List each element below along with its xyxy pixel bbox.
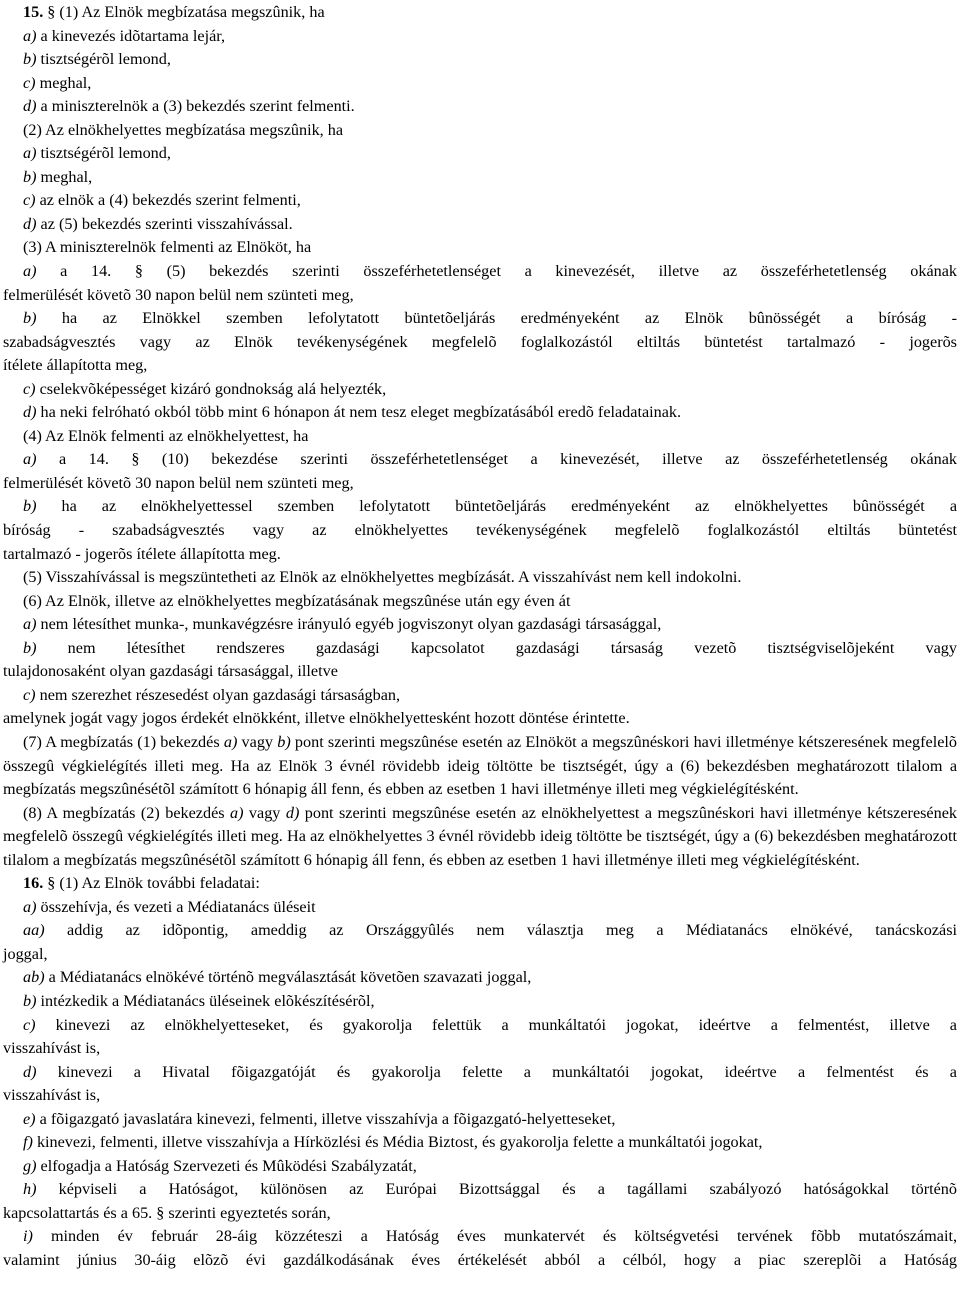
line-text: ha az Elnökkel szemben lefolytatott büntetõeljárás eredményeként az Elnök bûnösségét a bíróság - — [36, 309, 957, 328]
text-line — [3, 378, 957, 402]
point-label: c) — [23, 379, 36, 398]
text-line — [3, 307, 957, 331]
text-line — [3, 543, 957, 567]
line-text: kapcsolattartás és a 65. § szerinti egyeztetés során, — [3, 1203, 331, 1222]
text-line — [3, 189, 957, 213]
text-line — [3, 1249, 957, 1273]
line-text: (8) A megbízatás (2) bekezdés a) vagy d) pont szerinti megszûnése esetén az elnökhelyettest a megszûnéskori havi illetménye kétszeresének megfelelõ összegû végkielégítés illeti meg. Ha az elnökhelyettes 3 évnél rövidebb ideig töltötte be tisztségét, úgy a (6) bekezdésben meghatározott tilalom a megbízatás megszûnésétõl számított 6 hónapig áll fenn, és ebben az esetben 1 havi illetménye illeti meg végkielégítésként. — [3, 803, 957, 869]
text-line — [3, 1061, 957, 1085]
text-line — [3, 1225, 957, 1249]
point-label: b) — [23, 50, 37, 69]
point-label: b) — [23, 167, 37, 186]
line-text: amelynek jogát vagy jogos érdekét elnökként, illetve elnökhelyettesként hozott döntése érintette. — [3, 709, 630, 728]
text-line — [3, 213, 957, 237]
line-text: nem létesíthet munka-, munkavégzésre irányuló egyéb jogviszonyt olyan gazdasági társasággal, — [36, 615, 662, 634]
text-line — [3, 1037, 957, 1061]
line-text: addig az idõpontig, ameddig az Országgyûlés nem választja meg a Médiatanács elnökévé, tanácskozási — [44, 921, 957, 940]
text-line — [3, 1155, 957, 1179]
text-line — [3, 1, 957, 25]
line-text: a 14. § (5) bekezdés szerinti összeférhetetlenséget a kinevezését, illetve az összeférhetetlenség okának — [36, 262, 957, 281]
point-label: aa) — [23, 921, 45, 940]
text-line — [3, 236, 957, 260]
text-line — [3, 1084, 957, 1108]
point-label: d) — [23, 214, 37, 233]
text-line — [3, 95, 957, 119]
point-label: c) — [23, 685, 36, 704]
text-line — [3, 260, 957, 284]
text-line — [3, 919, 957, 943]
text-line — [3, 684, 957, 708]
text-line — [3, 1108, 957, 1132]
text-line — [3, 872, 957, 896]
text-line — [3, 48, 957, 72]
text-line — [3, 72, 957, 96]
line-text: a 14. § (10) bekezdése szerinti összeférhetetlenséget a kinevezését, illetve az összeférhetetlenség okának — [36, 450, 957, 469]
text-line — [3, 166, 957, 190]
text-line — [3, 613, 957, 637]
line-text: tulajdonosaként olyan gazdasági társasággal, illetve — [3, 662, 338, 681]
line-text: a kinevezés idõtartama lejár, — [36, 26, 226, 45]
point-label: a) — [23, 144, 37, 163]
line-text: felmerülését követõ 30 napon belül nem szünteti meg, — [3, 285, 354, 304]
point-label: d) — [23, 97, 37, 116]
point-label: ab) — [23, 968, 45, 987]
line-text: ha az elnökhelyettessel szemben lefolytatott büntetõeljárás eredményeként az elnökhelyettes bûnösségét a — [36, 497, 957, 516]
line-text: visszahívást is, — [3, 1039, 101, 1058]
line-text: tisztségérõl lemond, — [36, 144, 171, 163]
point-label: a) — [23, 615, 37, 634]
text-line — [3, 354, 957, 378]
point-label: h) — [23, 1180, 37, 1199]
point-label: a) — [23, 897, 37, 916]
text-line — [3, 660, 957, 684]
line-text: nem szerezhet részesedést olyan gazdasági társaságban, — [35, 685, 401, 704]
point-label: e) — [23, 1109, 36, 1128]
point-label: b) — [23, 991, 37, 1010]
point-label: c) — [23, 191, 36, 210]
line-text: kinevezi az elnökhelyetteseket, és gyakorolja felettük a munkáltatói jogokat, ideértve a felmentést, illetve a — [35, 1015, 957, 1034]
line-text: nem létesíthet rendszeres gazdasági kapcsolatot gazdasági társaság vezetõ tisztségviselõjeként vagy — [36, 638, 957, 657]
text-line — [3, 25, 957, 49]
line-text: ítélete állapította meg, — [3, 356, 148, 375]
line-text: (6) Az Elnök, illetve az elnökhelyettes megbízatásának megszûnése után egy éven át — [23, 591, 571, 610]
line-text: az (5) bekezdés szerinti visszahívással. — [36, 214, 293, 233]
line-text: visszahívást is, — [3, 1086, 101, 1105]
text-line — [3, 802, 957, 873]
text-line — [3, 448, 957, 472]
line-text: bíróság - szabadságvesztés vagy az elnökhelyettes tevékenységének megfelelõ foglalkozástól eltiltás büntetést — [3, 521, 957, 540]
line-text: összehívja, és vezeti a Médiatanács üléseit — [36, 897, 316, 916]
line-text: felmerülését követõ 30 napon belül nem szünteti meg, — [3, 473, 354, 492]
line-text: ha neki felróható okból több mint 6 hónapon át nem tesz eleget megbízatásából eredõ feladatainak. — [36, 403, 682, 422]
text-line — [3, 966, 957, 990]
point-label: b) — [23, 497, 37, 516]
line-text: § (1) Az Elnök megbízatása megszûnik, ha — [43, 3, 325, 21]
line-text: szabadságvesztés vagy az Elnök tevékenységének megfelelõ foglalkozástól eltiltás büntetést tartalmazó - jogerõs — [3, 332, 957, 351]
point-label: d) — [23, 403, 37, 422]
text-line — [3, 519, 957, 543]
line-text: tartalmazó - jogerõs ítélete állapította meg. — [3, 544, 281, 563]
line-text: a Médiatanács elnökévé történõ megválasztását követõen szavazati joggal, — [44, 968, 532, 987]
line-text: a fõigazgató javaslatára kinevezi, felmenti, illetve visszahívja a fõigazgató-helyetteseket, — [35, 1109, 616, 1128]
text-line — [3, 142, 957, 166]
line-text: meghal, — [35, 73, 92, 92]
line-text: joggal, — [3, 944, 48, 963]
point-label: a) — [23, 450, 37, 469]
line-text: képviseli a Hatóságot, különösen az Európai Bizottsággal és a tagállami szabályozó hatóságokkal történõ — [36, 1180, 957, 1199]
text-line — [3, 401, 957, 425]
point-label: g) — [23, 1156, 37, 1175]
point-label: c) — [23, 73, 36, 92]
text-line — [3, 495, 957, 519]
line-text: (5) Visszahívással is megszüntetheti az Elnök az elnökhelyettes megbízását. A visszahívást nem kell indokolni. — [23, 568, 742, 587]
text-line — [3, 731, 957, 802]
text-line — [3, 119, 957, 143]
text-line — [3, 1014, 957, 1038]
text-line — [3, 707, 957, 731]
point-label: b) — [23, 309, 37, 328]
text-line — [3, 1131, 957, 1155]
line-text: (2) Az elnökhelyettes megbízatása megszûnik, ha — [23, 120, 344, 139]
section-number: 15. — [23, 3, 44, 21]
section-number: 16. — [23, 874, 44, 893]
text-line — [3, 472, 957, 496]
line-text: intézkedik a Médiatanács üléseinek elõkészítésérõl, — [36, 991, 375, 1010]
line-text: (3) A miniszterelnök felmenti az Elnököt, ha — [23, 238, 312, 257]
line-text: tisztségérõl lemond, — [36, 50, 171, 69]
text-line — [3, 990, 957, 1014]
line-text: kinevezi, felmenti, illetve visszahívja a Hírközlési és Média Biztost, és gyakorolja felette a munkáltatói jogokat, — [32, 1133, 763, 1152]
line-text: a miniszterelnök a (3) bekezdés szerint felmenti. — [36, 97, 355, 116]
line-text: az elnök a (4) bekezdés szerint felmenti, — [35, 191, 301, 210]
text-line — [3, 566, 957, 590]
point-label: d) — [23, 1062, 37, 1081]
text-line — [3, 284, 957, 308]
text-line — [3, 590, 957, 614]
point-label: c) — [23, 1015, 36, 1034]
text-line — [3, 637, 957, 661]
line-text: valamint június 30-áig elõzõ évi gazdálkodásának éves értékelését abból a célból, hogy a piac szereplõi a Hatóság — [3, 1250, 957, 1269]
document-body — [3, 1, 957, 1273]
line-text: meghal, — [36, 167, 93, 186]
text-line — [3, 943, 957, 967]
text-line — [3, 425, 957, 449]
point-label: a) — [23, 262, 37, 281]
line-text: cselekvõképességet kizáró gondnokság alá helyezték, — [35, 379, 387, 398]
point-label: i) — [23, 1227, 33, 1246]
text-line — [3, 1202, 957, 1226]
text-line — [3, 1178, 957, 1202]
text-line — [3, 331, 957, 355]
line-text: minden év február 28-áig közzéteszi a Hatóság éves munkatervét és költségvetési tervének fõbb mutatószámait, — [32, 1227, 957, 1246]
line-text: § (1) Az Elnök további feladatai: — [43, 874, 260, 893]
line-text: kinevezi a Hivatal fõigazgatóját és gyakorolja felette a munkáltatói jogokat, ideértve a felmentést és a — [36, 1062, 957, 1081]
line-text: (4) Az Elnök felmenti az elnökhelyettest, ha — [23, 426, 309, 445]
text-line — [3, 896, 957, 920]
point-label: a) — [23, 26, 37, 45]
point-label: b) — [23, 638, 37, 657]
line-text: (7) A megbízatás (1) bekezdés a) vagy b) pont szerinti megszûnése esetén az Elnököt a megszûnéskori havi illetménye kétszeresének megfelelõ összegû végkielégítés illeti meg. Ha az Elnök 3 évnél rövidebb ideig töltötte be tisztségét, úgy a (6) bekezdésben meghatározott tilalom a megbízatás megszûnésétõl számított 6 hónapig áll fenn, és ebben az esetben 1 havi illetménye illeti meg végkielégítésként. — [3, 732, 958, 799]
line-text: elfogadja a Hatóság Szervezeti és Mûködési Szabályzatát, — [36, 1156, 417, 1175]
point-label: f) — [23, 1133, 33, 1152]
